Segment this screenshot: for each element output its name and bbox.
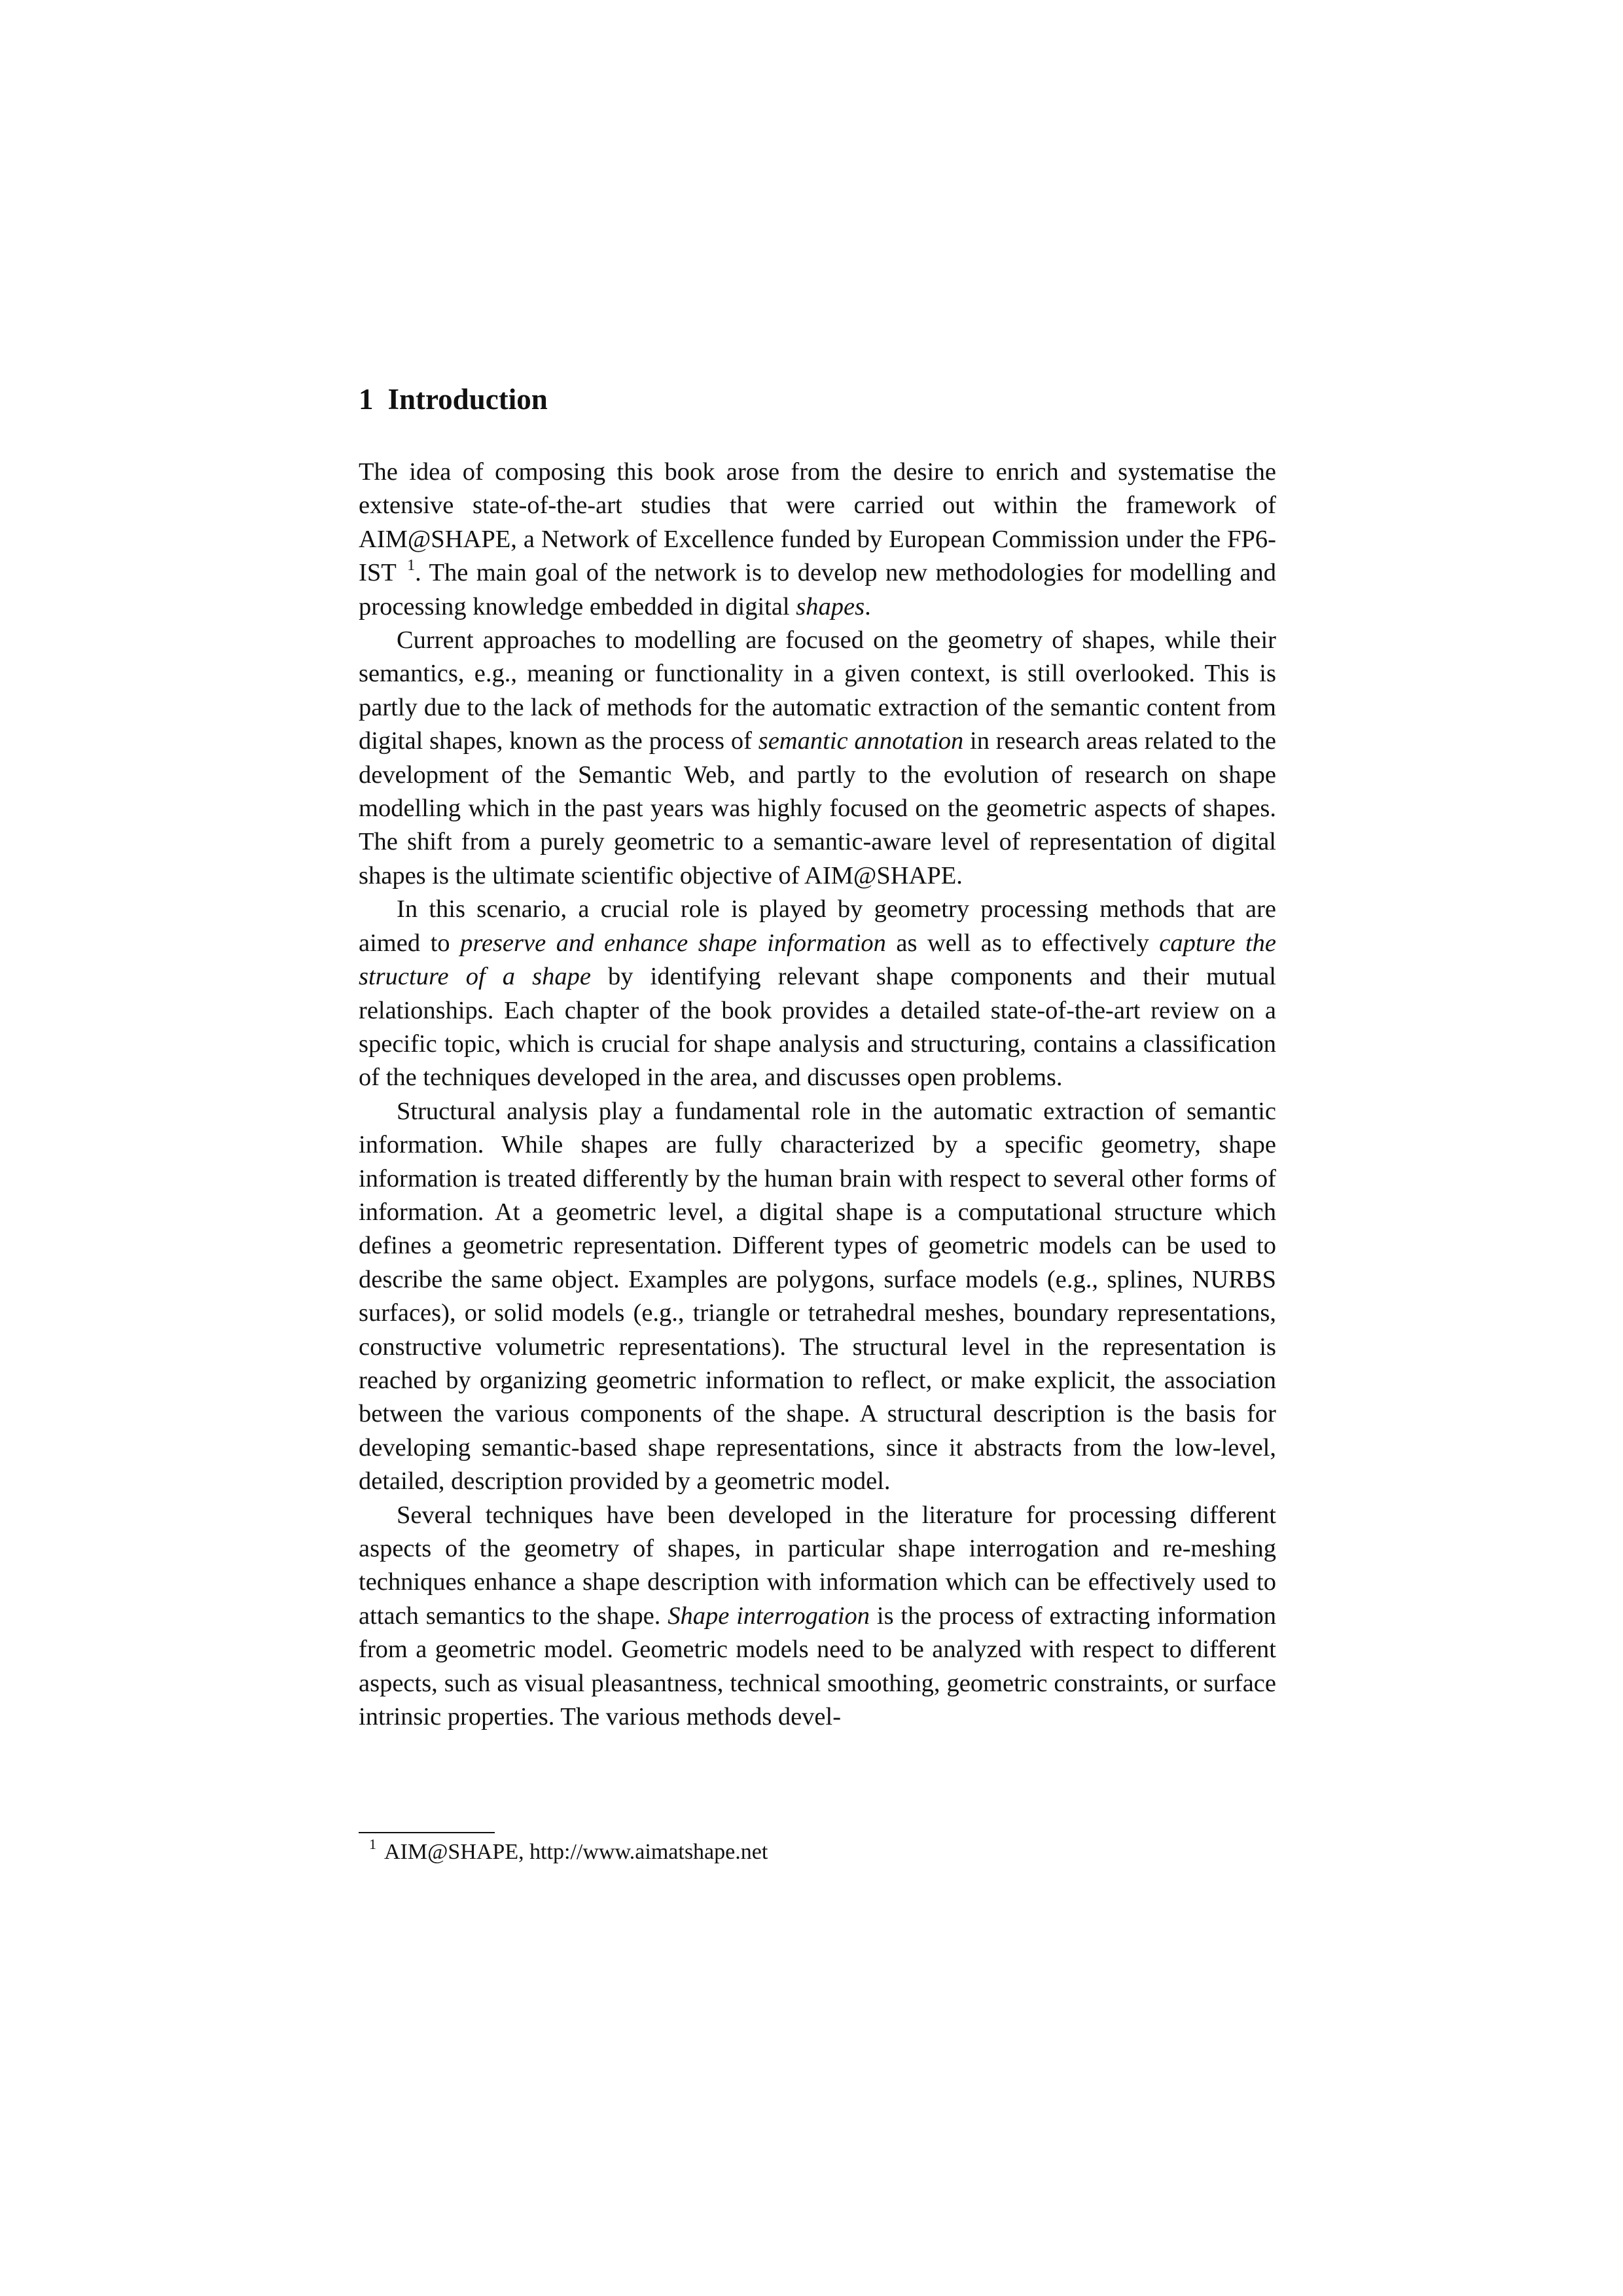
paragraph-3: In this scenario, a crucial role is played by geometry processing methods that are aimed to preserve and enhance shape information as well as to effectively capture the structure of a shape by identifying relevant shape components and their mutual relationships. Each chapter of the book provides a detailed state-of-the-art review on a specific topic, which is crucial for shape analysis and structuring, contains a classification of the techniques developed in the area, and discusses open problems. bbox=[359, 895, 1277, 1092]
emphasis-capture-structure: capture the structure of a shape bbox=[359, 929, 1276, 991]
footnote-divider bbox=[359, 1832, 495, 1833]
footnote bbox=[369, 1838, 768, 1867]
body-text bbox=[359, 456, 1276, 1734]
paragraph-5: Several techniques have been developed in the literature for processing different aspects of the geometry of shapes, in particular shape interrogation and re-meshing techniques enhance a shape description with information which can be effectively used to attach semantics to the shape. Shape interrogation is the process of extracting information from a geometric model. Geometric models need to be analyzed with respect to different aspects, such as visual pleasantness, technical smoothing, geometric constraints, or surface intrinsic properties. The various methods devel- bbox=[359, 1501, 1276, 1731]
section-heading bbox=[359, 380, 548, 419]
emphasis-semantic-annotation: semantic annotation bbox=[758, 727, 964, 755]
page bbox=[359, 0, 1276, 2296]
section-number: 1 bbox=[359, 383, 374, 416]
emphasis-shape-interrogation: Shape interrogation bbox=[668, 1602, 870, 1630]
footnote-marker: 1 bbox=[369, 1836, 376, 1852]
footnote-text: AIM@SHAPE, http://www.aimatshape.net bbox=[384, 1840, 768, 1864]
paragraph-1: The idea of composing this book arose from the desire to enrich and systematise the extensive state-of-the-art studies that were carried out within the framework of AIM@SHAPE, a Network of Excellence funded by European Commission under the FP6-IST $^1$. The main goal of the network is to develop new methodologies for modelling and processing knowledge embedded in digital shapes. bbox=[359, 458, 1276, 620]
footnote-reference[interactable]: 1 bbox=[407, 557, 416, 575]
paragraph-4: Structural analysis play a fundamental role in the automatic extraction of semantic information. While shapes are fully characterized by a specific geometry, shape information is treated differently by the human brain with respect to several other forms of information. At a geometric level, a digital shape is a computational structure which defines a geometric representation. Different types of geometric models can be used to describe the same object. Examples are polygons, surface models (e.g., splines, NURBS surfaces), or solid models (e.g., triangle or tetrahedral meshes, boundary representations, constructive volumetric representations). The structural level in the representation is reached by organizing geometric information to reflect, or make explicit, the association between the various components of the shape. A structural description is the basis for developing semantic-based shape representations, since it abstracts from the low-level, detailed, description provided by a geometric model. bbox=[359, 1097, 1276, 1496]
section-title: Introduction bbox=[387, 383, 548, 416]
emphasis-preserve-enhance: preserve and enhance shape information bbox=[460, 929, 886, 957]
paragraph-2: Current approaches to modelling are focused on the geometry of shapes, while their semantics, e.g., meaning or functionality in a given context, is still overlooked. This is partly due to the lack of methods for the automatic extraction of the semantic content from digital shapes, known as the process of semantic annotation in research areas related to the development of the Semantic Web, and partly to the evolution of research on shape modelling which in the past years was highly focused on the geometric aspects of shapes. The shift from a purely geometric to a semantic-aware level of representation of digital shapes is the ultimate scientific objective of AIM@SHAPE. bbox=[359, 626, 1276, 889]
emphasis-shapes: shapes bbox=[796, 592, 865, 620]
